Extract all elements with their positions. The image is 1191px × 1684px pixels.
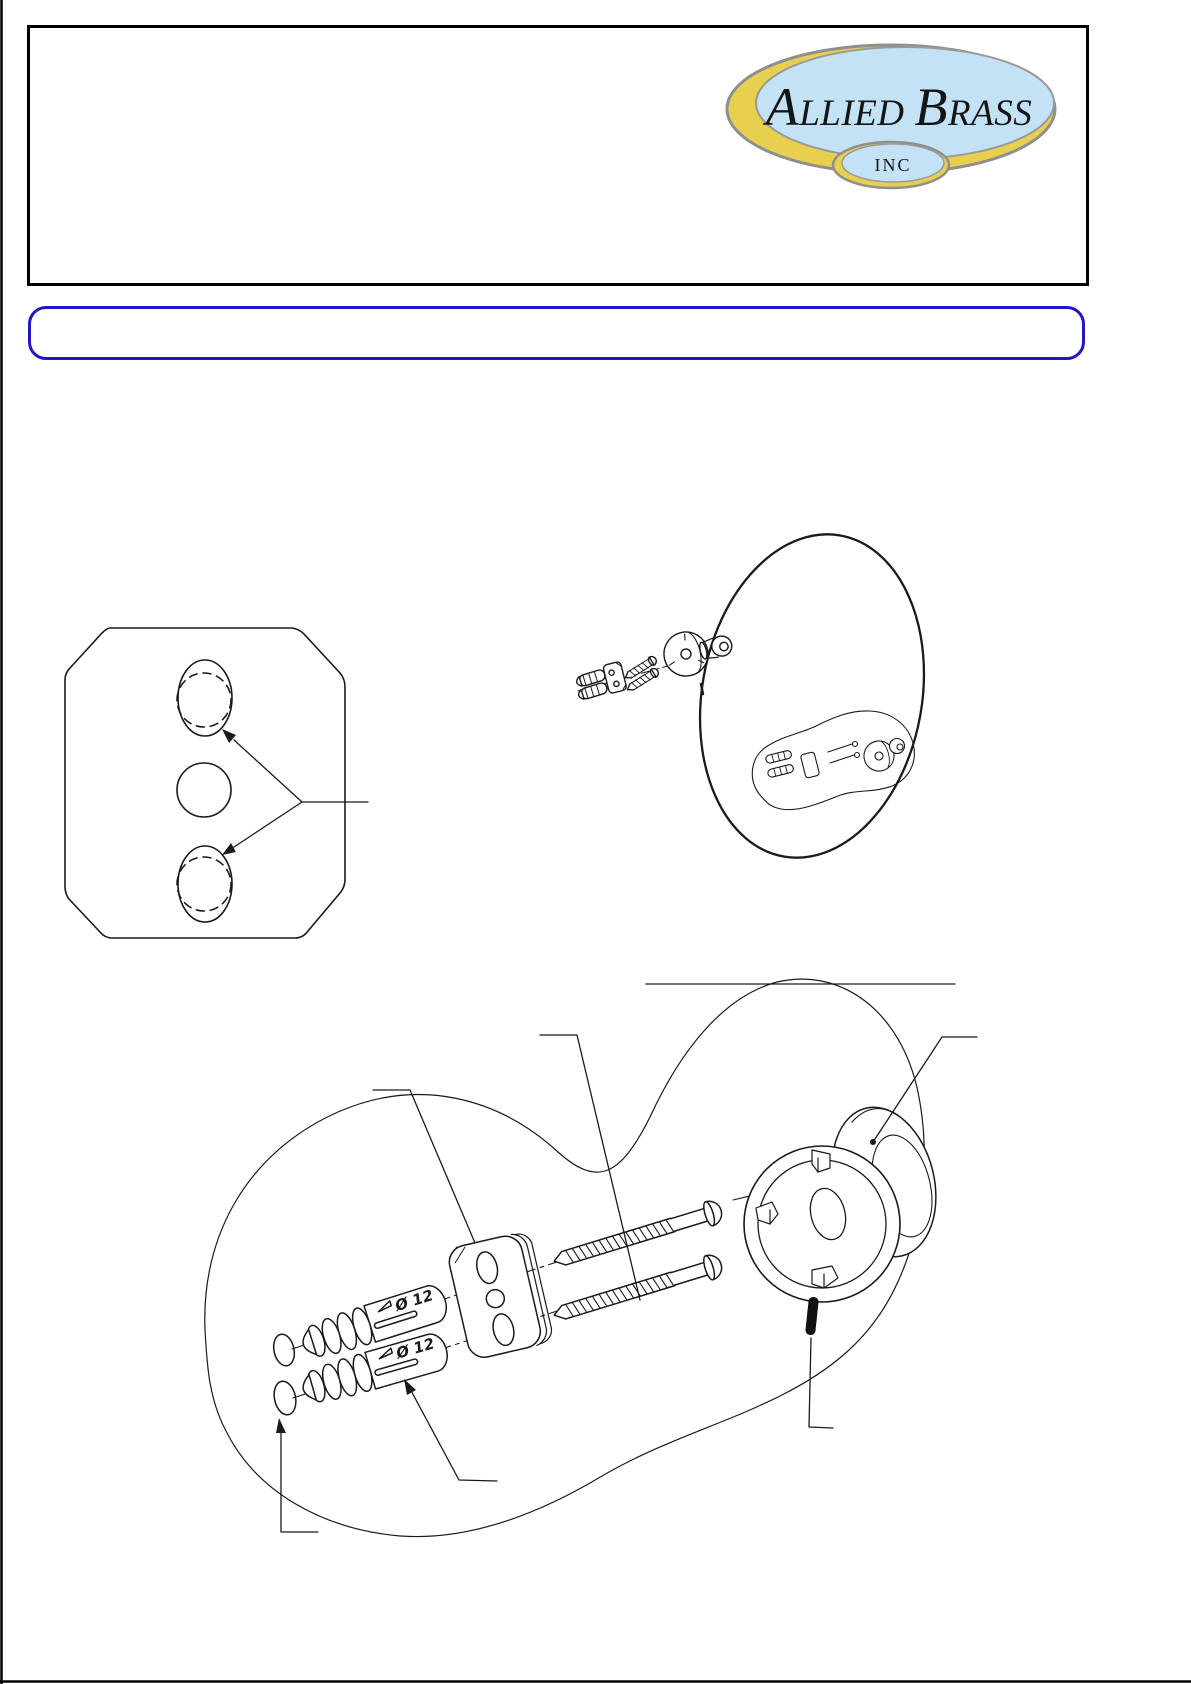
wall-mount-plate <box>446 1230 555 1360</box>
round-mirror <box>675 516 948 875</box>
anchor-hole-top-dashed <box>177 673 231 727</box>
anchor-hole-top <box>178 660 232 736</box>
arrowhead <box>276 1418 286 1433</box>
mounting-plate-outline <box>65 628 345 938</box>
mounting-screw-1 <box>551 1198 725 1273</box>
allied-brass-logo <box>723 41 1063 193</box>
arrowhead <box>222 729 236 743</box>
mounting-bracket <box>744 1146 900 1302</box>
arrowhead <box>222 843 236 855</box>
title-banner <box>28 306 1085 360</box>
leader-wall-plate <box>373 1090 475 1243</box>
center-hole <box>177 763 231 817</box>
wall-plate-diagram <box>65 628 368 938</box>
mirror-assembly-diagram <box>575 516 948 875</box>
arrowhead <box>404 1379 416 1395</box>
leader-wall-hole <box>281 1432 318 1532</box>
logo-wordmark: ALLIED BRASS <box>765 77 1033 137</box>
hole-callout-leaders <box>222 729 368 855</box>
leader-anchor <box>408 1385 497 1481</box>
logo-inc-text: INC <box>874 155 912 175</box>
leader-set-screw <box>809 1338 833 1428</box>
set-screw <box>805 1297 819 1336</box>
leader-post-dot <box>870 1139 876 1145</box>
wall-hole-1 <box>271 1332 297 1367</box>
exploded-view-diagram <box>205 979 977 1536</box>
anchor-hole-bottom-dashed <box>177 857 231 911</box>
